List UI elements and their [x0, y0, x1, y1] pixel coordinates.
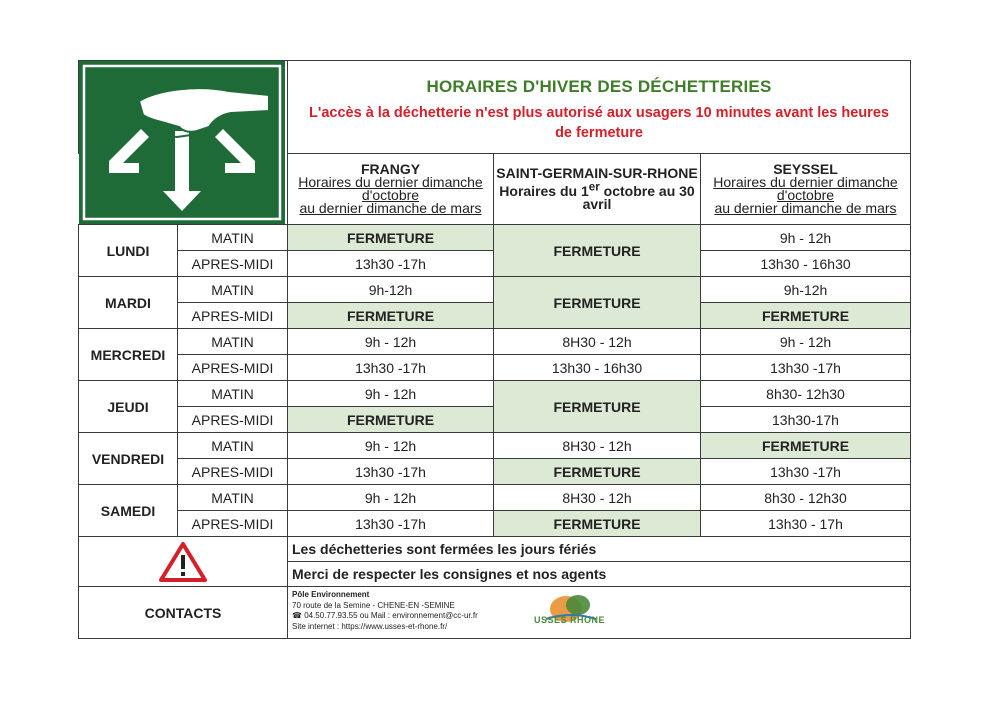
schedule-cell: FERMETURE [494, 381, 701, 433]
schedule-cell: FERMETURE [494, 277, 701, 329]
page-title: HORAIRES D'HIVER DES DÉCHETTERIES [426, 77, 772, 96]
period-label: APRES-MIDI [178, 303, 288, 329]
frame-top [78, 60, 911, 61]
schedule-cell: FERMETURE [494, 459, 701, 485]
day-label: LUNDI [79, 225, 178, 277]
period-label: MATIN [178, 381, 288, 407]
schedule-cell: 13h30 -17h [288, 251, 494, 277]
contacts-info [288, 587, 911, 639]
table-row [79, 355, 911, 381]
contact-website[interactable]: Site internet : https://www.usses-et-rhone.fr/ [292, 621, 448, 631]
header [288, 61, 910, 153]
schedule-cell: 13h30 - 17h [701, 511, 911, 537]
table-row [79, 433, 911, 459]
period-label: APRES-MIDI [178, 407, 288, 433]
access-warning: L'accès à la déchetterie n'est plus autorisé aux usagers 10 minutes avant les heures de fermeture [309, 105, 889, 141]
day-label: SAMEDI [79, 485, 178, 537]
usses-rhone-logo [526, 591, 616, 633]
day-label: VENDREDI [79, 433, 178, 485]
period-label: MATIN [178, 485, 288, 511]
table-row [79, 511, 911, 537]
period-label: MATIN [178, 225, 288, 251]
schedule-cell: 9h-12h [701, 277, 911, 303]
schedule-cell: 13h30 -17h [288, 459, 494, 485]
schedule-cell: 8H30 - 12h [494, 485, 701, 511]
period-label: APRES-MIDI [178, 251, 288, 277]
schedule-cell: 13h30 -17h [288, 511, 494, 537]
site-seyssel: SEYSSEL Horaires du dernier dimanche d'octobre au dernier dimanche de mars [701, 154, 911, 225]
period-label: MATIN [178, 329, 288, 355]
schedule-cell: FERMETURE [288, 303, 494, 329]
schedule-cell: FERMETURE [701, 303, 911, 329]
table-row [79, 459, 911, 485]
day-label: MERCREDI [79, 329, 178, 381]
schedule-cell: 9h - 12h [288, 381, 494, 407]
schedule-cell: 13h30 - 16h30 [494, 355, 701, 381]
schedule-cell: 13h30 -17h [701, 355, 911, 381]
table-row [79, 277, 911, 303]
respect-note: Merci de respecter les consignes et nos agents [288, 562, 911, 587]
period-label: APRES-MIDI [178, 511, 288, 537]
schedule-cell: FERMETURE [494, 511, 701, 537]
schedule-cell: 9h - 12h [701, 225, 911, 251]
table-row [79, 381, 911, 407]
holiday-note: Les déchetteries sont fermées les jours fériés [288, 537, 911, 562]
schedule-cell: FERMETURE [288, 225, 494, 251]
logo-spacer [79, 154, 288, 225]
schedule-cell: 9h - 12h [288, 433, 494, 459]
site-saint-germain: SAINT-GERMAIN-SUR-RHONE Horaires du 1er octobre au 30 avril [494, 154, 701, 225]
schedule-cell: 8h30- 12h30 [701, 381, 911, 407]
contact-address: 70 route de la Semine - CHENE-EN -SEMINE [292, 600, 455, 610]
frame-logo-right [287, 60, 288, 154]
period-label: MATIN [178, 433, 288, 459]
schedule-cell: 8H30 - 12h [494, 433, 701, 459]
day-label: MARDI [79, 277, 178, 329]
warning-triangle-icon [158, 541, 208, 583]
schedule-cell: 8h30 - 12h30 [701, 485, 911, 511]
schedule-cell: 13h30 - 16h30 [701, 251, 911, 277]
period-label: APRES-MIDI [178, 355, 288, 381]
warning-cell [79, 537, 288, 587]
sites-header-row [79, 154, 911, 225]
schedule-cell: FERMETURE [494, 225, 701, 277]
schedule-cell: 13h30-17h [701, 407, 911, 433]
schedule-cell: 8H30 - 12h [494, 329, 701, 355]
frame-left [78, 60, 79, 154]
schedule-cell: 13h30 -17h [701, 459, 911, 485]
table-row [79, 225, 911, 251]
schedule-cell: 9h-12h [288, 277, 494, 303]
table-row [79, 485, 911, 511]
schedule-cell: 9h - 12h [701, 329, 911, 355]
contact-org: Pôle Environnement [292, 590, 370, 599]
contacts-label: CONTACTS [79, 587, 288, 639]
schedule-cell: 13h30 -17h [288, 355, 494, 381]
table-row [79, 329, 911, 355]
site-frangy: FRANGY Horaires du dernier dimanche d'octobre au dernier dimanche de mars [288, 154, 494, 225]
period-label: MATIN [178, 277, 288, 303]
notes-row [79, 537, 911, 562]
schedule-cell: 9h - 12h [288, 329, 494, 355]
schedule-cell: FERMETURE [701, 433, 911, 459]
schedule-cell: FERMETURE [288, 407, 494, 433]
frame-right [910, 60, 911, 154]
contacts-row [79, 587, 911, 639]
day-label: JEUDI [79, 381, 178, 433]
contact-phone: ☎ 04.50.77.93.55 ou Mail : environnement@cc-ur.fr [292, 611, 478, 620]
period-label: APRES-MIDI [178, 459, 288, 485]
brand-name: USSES RHONE [534, 615, 606, 625]
schedule-cell: 9h - 12h [288, 485, 494, 511]
schedule-table [78, 153, 911, 639]
